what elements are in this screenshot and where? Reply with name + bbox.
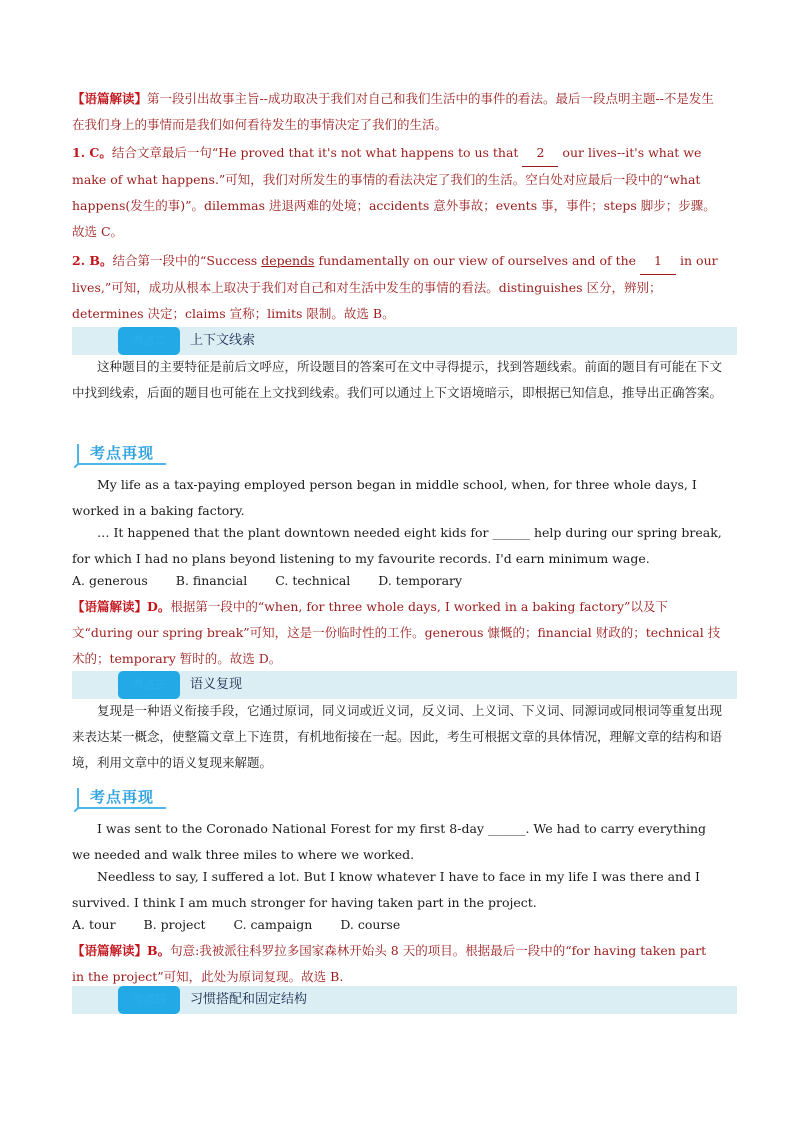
example2-para2: Needless to say, I suffered a lot. But I know whatever I have to face in my life I was there and I survived. I think I am much stronger for having taken part in the project. [72, 869, 700, 910]
section-header-k3 [72, 671, 737, 699]
option-d: D. temporary [378, 573, 463, 588]
section-badge: 考点四 [118, 986, 180, 1014]
section-header-k4 [72, 986, 737, 1014]
example1-para2: … It happened that the plant downtown needed eight kids for ______ help during our spring break, for which I had no plans beyond listening to my favourite records. I'd earn minimum wage. [72, 525, 722, 566]
option-c: C. technical [275, 573, 351, 588]
section-title: 上下文线索 [190, 333, 256, 348]
option-c: C. campaign [233, 917, 313, 932]
blank-2: 2 [522, 140, 558, 167]
option-b: B. project [143, 917, 206, 932]
example2-analysis: 【语篇解读】B。句意:我被派往科罗拉多国家森林开始头 8 天的项目。根据最后一段中的“for having taken part in the project”可知，此处为原词复现。故选 B. [72, 943, 707, 984]
option-a: A. tour [72, 917, 116, 932]
option-b: B. financial [175, 573, 248, 588]
tag-kaodian-zaixian-2: 考点再现 [74, 784, 170, 812]
example1-options [72, 568, 486, 594]
tag-kaodian-zaixian-1: 考点再现 [74, 440, 170, 468]
lead-label: 【语篇解读】 [72, 91, 148, 106]
answer-2: 2. B。结合第一段中的“Success depends fundamentally on our view of ourselves and of the 1 in our lives,”可知，成功从根本上取决于我们对自己和对生活中发生的事情的看法。distinguishes 区分，辨别；determines 决定；claims 宣称；limits 限制。故选 B。 [72, 248, 722, 327]
section-badge: 考点三 [118, 671, 180, 699]
example1-analysis: 【语篇解读】D。根据第一段中的“when, for three whole days, I worked in a baking factory”以及下文“during our spring break”可知，这是一份临时性的工作。generous 慷慨的；financial 财政的；technical 技术的；temporary 暂时的。故选 D。 [72, 599, 721, 666]
section-title: 习惯搭配和固定结构 [190, 992, 308, 1007]
example1-para1: My life as a tax-paying employed person began in middle school, when, for three whole days, I worked in a baking factory. [72, 477, 697, 518]
example2-para1: I was sent to the Coronado National Forest for my first 8-day ______. We had to carry everything we needed and walk three miles to where we worked. [72, 821, 707, 862]
discourse-analysis-1: 【语篇解读】第一段引出故事主旨--成功取决于我们对自己和我们生活中的事件的看法。最后一段点明主题--不是发生在我们身上的事情而是我们如何看待发生的事情决定了我们的生活。 [72, 91, 714, 132]
answer-1: 1. C。结合文章最后一句“He proved that it's not what happens to us that 2 our lives--it's what we make of what happens.”可知，我们对所发生的事情的看法决定了我们的生活。空白处对应最后一段中的“what happens(发生的事)”。dilemmas 进退两难的处境；accidents 意外事故；events 事，事件；steps 脚步；步骤。故选 C。 [72, 140, 722, 245]
option-a: A. generous [72, 573, 148, 588]
section-header-k2 [72, 327, 737, 355]
section-text-k3: 复现是一种语义衔接手段，它通过原词，同义词或近义词，反义词、上义词、下义词、同源词或同根词等重复出现来表达某一概念，使整篇文章上下连贯，有机地衔接在一起。因此，考生可根据文章的具体情况，理解文章的结构和语境，利用文章中的语义复现来解题。 [72, 703, 723, 770]
example2-options [72, 912, 424, 938]
blank-1: 1 [640, 248, 676, 275]
section-text-k2: 这种题目的主要特征是前后文呼应，所设题目的答案可在文中寻得提示，找到答题线索。前面的题目有可能在下文中找到线索，后面的题目也可能在上文找到线索。我们可以通过上下文语境暗示，即根据已知信息，推导出正确答案。 [72, 359, 723, 400]
option-d: D. course [340, 917, 401, 932]
section-title: 语义复现 [190, 677, 243, 692]
section-badge: 考点二 [118, 327, 180, 355]
